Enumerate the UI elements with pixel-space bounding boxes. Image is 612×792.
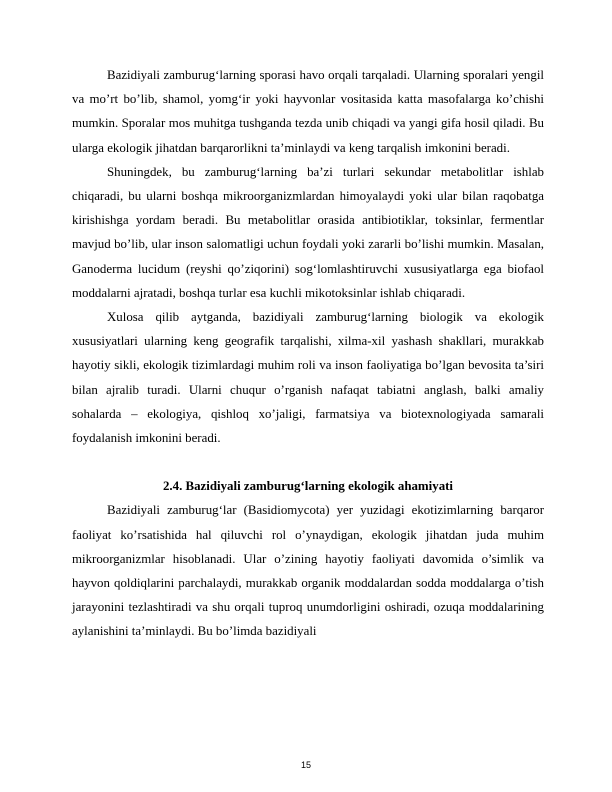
document-page [72, 63, 544, 644]
section-heading: 2.4. Bazidiyali zamburugʻlarning ekologik ahamiyati [162, 479, 454, 494]
paragraph-spores: Bazidiyali zamburugʻlarning sporasi havo orqali tarqaladi. Ularning sporalari yengil va mo’rt bo’lib, shamol, yomgʻir yoki hayvonlar vositasida katta masofalarga ko’chishi mumkin. Sporalar mos muhitga tushganda tezda unib chiqadi va yangi gifa hosil qiladi. Bu ularga ekologik jihatdan barqarorlikni ta’minlaydi va keng tarqalish imkonini beradi. [72, 68, 544, 155]
paragraph-ecological-role: Bazidiyali zamburugʻlar (Basidiomycota) yer yuzidagi ekotizimlarning barqaror faoliyat ko’rsatishida hal qiluvchi rol o’ynaydigan, ekologik jihatdan juda muhim mikroorganizmlar hisoblanadi. Ular o’zining hayotiy faoliyati davomida o’simlik va hayvon qoldiqlarini parchalaydi, murakkab organik moddalardan sodda moddalarga o’tish jarayonini tezlashtiradi va shu orqali tuproq unumdorligini oshiradi, ozuqa moddalarining aylanishini ta’minlaydi. Bu bo’limda bazidiyali [72, 503, 544, 639]
page-number: 15 [300, 760, 311, 770]
paragraph-metabolites: Shuningdek, bu zamburugʻlarning ba’zi turlari sekundar metabolitlar ishlab chiqaradi, bu ularni boshqa mikroorganizmlardan himoyalaydi yoki ular bilan raqobatga kirishishga yordam beradi. Bu metabolitlar orasida antibiotiklar, toksinlar, fermentlar mavjud bo’lib, ular inson salomatligi uchun foydali yoki zararli bo’lishi mumkin. Masalan, Ganoderma lucidum (reyshi qo’ziqorini) sogʻlomlashtiruvchi xususiyatlarga ega biofaol moddalarni ajratadi, boshqa turlar esa kuchli mikotoksinlar ishlab chiqaradi. [72, 164, 544, 300]
paragraph-conclusion: Xulosa qilib aytganda, bazidiyali zamburugʻlarning biologik va ekologik xususiyatlari ularning keng geografik tarqalishi, xilma-xil yashash shakllari, murakkab hayotiy sikli, ekologik tizimlardagi muhim roli va inson faoliyatiga bo’lgan bevosita ta’siri bilan ajralib turadi. Ularni chuqur o’rganish nafaqat tabiatni anglash, balki amaliy sohalarda – ekologiya, qishloq xo’jaligi, farmatsiya va biotexnologiyada samarali foydalanish imkonini beradi. [72, 310, 544, 446]
